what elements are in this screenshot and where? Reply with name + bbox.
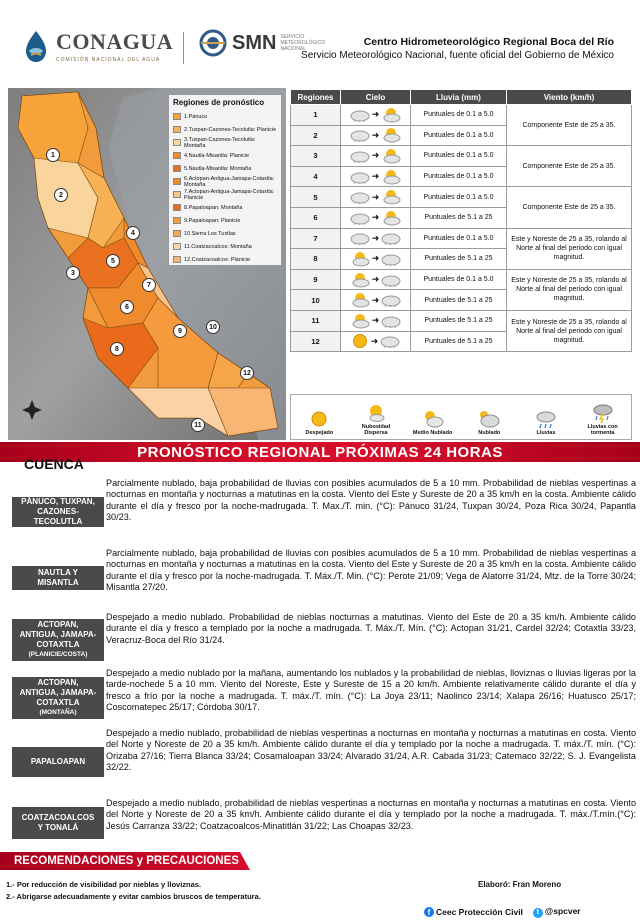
sky-forecast <box>341 125 411 146</box>
sky-forecast <box>341 166 411 187</box>
legend-partly-cloudy: Medio Nublado <box>408 408 458 436</box>
sky-icon-legend <box>290 394 632 440</box>
legend-item <box>173 253 277 266</box>
sky-forecast <box>341 207 411 228</box>
footer-contacts <box>424 906 581 918</box>
legend-item <box>173 227 277 240</box>
map-region-number: 7 <box>142 278 156 292</box>
facebook-contact[interactable]: f Ceec Protección Civil <box>424 907 523 917</box>
map-region-number: 3 <box>66 266 80 280</box>
map-region-number: 4 <box>126 226 140 240</box>
legend-item <box>173 240 277 253</box>
rain-forecast: Puntuales de 5.1 a 25 <box>411 331 507 352</box>
legend-item <box>173 188 277 201</box>
sun-cloud-icon <box>350 313 370 329</box>
table-row <box>291 310 632 331</box>
legend-label: 11.Coatzacoalcos: Montaña <box>184 243 252 250</box>
cuenca-label: NAUTLA Y MISANTLA <box>12 566 104 590</box>
cuenca-forecast-text: Parcialmente nublado, baja probabilidad de lluvias con posibles acumulados de 5 a 10 mm. Probabilidad de nieblas vespertinas a nocturnas en montaña y nocturnas a matutinas en la costa. Viento del Este y Sureste de 20 a 35 km/h en la costa. Ambiente cálido durante el día y fresco por la noche-madrugada. T. Máx./T. Min. (°C): Perote 21/09; Vega de Alatorre 31/24, Mtz. de la Torre 30/24; Misantla 27/20. <box>106 548 636 593</box>
legend-label: 9.Papaloapan: Planicie <box>184 217 241 224</box>
cuenca-heading: CUENCA <box>24 456 84 472</box>
col-header-sky: Cielo <box>341 90 411 105</box>
map-region-number: 1 <box>46 148 60 162</box>
smn-globe-icon <box>198 28 228 58</box>
sky-forecast <box>341 105 411 126</box>
legend-swatch <box>173 126 181 133</box>
rain-forecast: Puntuales de 0.1 a 5.0 <box>411 146 507 167</box>
recommendations-title: RECOMENDACIONES y PRECAUCIONES <box>14 855 239 867</box>
sun-cloud-icon <box>381 148 401 164</box>
cloud-icon <box>350 128 370 142</box>
sun-cloud-icon <box>381 107 401 123</box>
arrow-right-icon: ➜ <box>371 150 380 161</box>
arrow-right-icon: ➜ <box>371 253 380 264</box>
facebook-icon: f <box>424 907 434 917</box>
arrow-right-icon: ➜ <box>371 315 380 326</box>
forecast-table <box>290 89 632 352</box>
arrow-right-icon: ➜ <box>371 109 380 120</box>
legend-swatch <box>173 256 181 263</box>
header <box>0 0 640 86</box>
rain-forecast: Puntuales de 5.1 a 25 <box>411 310 507 331</box>
cuenca-row <box>8 668 634 724</box>
legend-item <box>173 149 277 162</box>
cloud-icon <box>350 211 370 225</box>
forecast-banner <box>0 442 640 462</box>
cloud-icon <box>381 252 401 266</box>
recommendations-list <box>6 879 261 903</box>
author: Elaboró: Fran Moreno <box>478 880 562 889</box>
rain-forecast: Puntuales de 5.1 a 25 <box>411 249 507 270</box>
center-subtitle: Servicio Meteorológico Nacional, fuente oficial del Gobierno de México <box>301 50 614 61</box>
map-region-number: 9 <box>173 324 187 338</box>
center-title: Centro Hidrometeorológico Regional Boca del Río <box>363 36 614 48</box>
legend-label: 12.Coatzacoalcos: Planicie <box>184 256 251 263</box>
wind-forecast: Componente Este de 25 a 35. <box>507 187 632 228</box>
legend-item <box>173 214 277 227</box>
region-number: 3 <box>291 146 341 167</box>
sun-cloud-icon <box>350 251 370 267</box>
legend-swatch <box>173 204 181 211</box>
legend-item <box>173 136 277 149</box>
legend-label: 5.Nautla-Misantla: Montaña <box>184 165 252 172</box>
region-number: 5 <box>291 187 341 208</box>
cloud-icon <box>381 231 401 245</box>
legend-storm: Lluvias con tormenta <box>578 402 628 436</box>
rain-forecast: Puntuales de 5.1 a 25 <box>411 207 507 228</box>
forecast-regions-map <box>8 88 286 440</box>
sky-forecast <box>341 310 411 331</box>
cuenca-forecast-text: Parcialmente nublado, baja probabilidad de lluvias con posibles acumulados de 5 a 10 mm. Probabilidad de nieblas vespertinas a nocturnas en montaña y nocturnas a matutinas en la costa. Viento del Este y Sureste de 20 a 35 km/h en la costa. Ambiente cálido durante el día y fresco por la noche-madrugada. T. Max./T. min. (°C): Pánuco 31/24, Tuxpan 30/24, Poza Rica 30/24, Papantla 30/23. <box>106 478 636 523</box>
arrow-right-icon: ➜ <box>371 212 380 223</box>
map-region-number: 11 <box>191 418 205 432</box>
cuenca-forecast-text: Despejado a medio nublado, probabilidad de nieblas vespertinas a nocturnas en montaña y nocturnas a matutinas en costa. Viento del Norte y Noreste de 20 a 35 km/h. Ambiente cálido durante el día y templado por la noche a madrugada. T. máx./T.mín.(°C): Jesús Carranza 33/22; Coatzacoalcos-Minatitlán 31/22; Las Choapas 32/23. <box>106 798 636 831</box>
legend-label: 3.Tuxpan-Cazones-Tecolutla: Montaña <box>184 136 256 149</box>
twitter-contact[interactable]: t @spcver <box>533 906 581 918</box>
sky-forecast <box>341 290 411 311</box>
rain-cloud-icon <box>535 408 557 430</box>
cuenca-row <box>8 548 634 604</box>
cuenca-label: ACTOPAN, ANTIGUA, JAMAPA- COTAXTLA (PLANICIE/COSTA) <box>12 619 104 661</box>
cuenca-forecast-text: Despejado a medio nublado, probabilidad de nieblas vespertinas a nocturnas en montaña y nocturnas a matutinas en costa. Viento del Norte y Noreste de 20 a 35 km/h. Ambiente cálido durante el día y templado por la noche a madrugada. T. máx./T. mín. (°C): Orizaba 27/16; Tierra Blanca 33/24; Cosamaloapan 33/24; Alvarado 31/24, A.R. Cabada 31/23; Catemaco 32/22; S. J. Evangelista 32/22. <box>106 728 636 773</box>
legend-label: 10.Sierra Los Tuxtlas <box>184 230 236 237</box>
region-number: 2 <box>291 125 341 146</box>
table-row <box>291 146 632 167</box>
cloud-icon <box>350 170 370 184</box>
legend-swatch <box>173 217 181 224</box>
sky-forecast <box>341 146 411 167</box>
rain-forecast: Puntuales de 0.1 a 5.0 <box>411 125 507 146</box>
col-header-regions: Regiones <box>291 90 341 105</box>
legend-label: 1.Pánuco <box>184 113 208 120</box>
map-region-number: 12 <box>240 366 254 380</box>
cloud-icon <box>478 408 500 430</box>
recommendation-item: 1.- Por reducción de visibilidad por nieblas y lloviznas. <box>6 880 202 889</box>
region-number: 12 <box>291 331 341 352</box>
region-number: 9 <box>291 269 341 290</box>
cuenca-row <box>8 478 634 542</box>
sky-forecast <box>341 187 411 208</box>
legend-swatch <box>173 139 181 146</box>
wind-forecast: Este y Noreste de 25 a 35, rolando al Norte al final del periodo con igual magnitud. <box>507 310 632 351</box>
legend-label: 2.Tuxpan-Cazones-Tecolutla: Planicie <box>184 126 277 133</box>
region-number: 11 <box>291 310 341 331</box>
map-region-number: 8 <box>110 342 124 356</box>
sun-small-cloud-icon <box>365 402 387 424</box>
map-region-number: 6 <box>120 300 134 314</box>
cuenca-forecast-text: Despejado a medio nublado por la mañana, aumentando los nublados y la probabilidad de nieblas, lloviznas o lluvias ligeras por la tarde-nochede 5 a 10 mm. Viento del Noreste, Este y Sureste de 15 a 20 km/h. Ambiente relativamente cálido durante el día y fresco a frío por la noche a madrugada. T. máx./T. mín. (°C): La Joya 23/11; Naolinco 23/14; Xalapa 26/16; Huatusco 25/17; Coscomatepec 25/17; Córdoba 30/17. <box>106 668 636 713</box>
table-row <box>291 269 632 290</box>
sun-cloud-icon <box>350 272 370 288</box>
legend-item <box>173 175 277 188</box>
table-row <box>291 187 632 208</box>
smn-subtitle: SERVICIO METEOROLÓGICO NACIONAL <box>280 34 326 52</box>
legend-swatch <box>173 191 181 198</box>
cloud-icon <box>350 231 370 245</box>
legend-scattered: Nubosidad Dispersa <box>351 402 401 436</box>
sun-cloud-icon <box>350 292 370 308</box>
region-number: 10 <box>291 290 341 311</box>
legend-label: 7.Actopan-Antigua-Jamapa-Cotaxtla: Planicie <box>184 188 275 201</box>
arrow-right-icon: ➜ <box>371 171 380 182</box>
cuenca-row <box>8 612 634 664</box>
legend-items <box>173 110 277 266</box>
conagua-name: CONAGUA <box>56 29 174 54</box>
legend-title: Regiones de pronóstico <box>173 98 265 107</box>
region-number: 8 <box>291 249 341 270</box>
legend-rain: Lluvias <box>521 408 571 436</box>
table-row <box>291 105 632 126</box>
rain-forecast: Puntuales de 0.1 a 5.0 <box>411 269 507 290</box>
legend-item <box>173 201 277 214</box>
sun-icon <box>351 332 369 350</box>
rain-forecast: Puntuales de 0.1 a 5.0 <box>411 166 507 187</box>
arrow-right-icon: ➜ <box>370 335 379 346</box>
sun-cloud-icon <box>381 127 401 143</box>
cuenca-label: COATZACOALCOS Y TONALÁ <box>12 807 104 839</box>
sky-forecast <box>341 331 411 352</box>
sun-cloud-icon <box>381 210 401 226</box>
legend-swatch <box>173 243 181 250</box>
rain-forecast: Puntuales de 0.1 a 5.0 <box>411 105 507 126</box>
arrow-right-icon: ➜ <box>371 294 380 305</box>
wind-forecast: Componente Este de 25 a 35. <box>507 146 632 187</box>
arrow-right-icon: ➜ <box>371 274 380 285</box>
map-region-number: 5 <box>106 254 120 268</box>
cuenca-row <box>8 728 634 792</box>
legend-swatch <box>173 230 181 237</box>
cloud-icon <box>380 334 400 348</box>
arrow-right-icon: ➜ <box>371 191 380 202</box>
recommendation-item: 2.- Abrigarse adecuadamente y evitar cambios bruscos de temperatura. <box>6 892 261 901</box>
rain-forecast: Puntuales de 5.1 a 25 <box>411 290 507 311</box>
col-header-rain: Lluvia (mm) <box>411 90 507 105</box>
cloud-icon <box>381 314 401 328</box>
wind-forecast: Componente Este de 25 a 35. <box>507 105 632 146</box>
sky-forecast <box>341 269 411 290</box>
cuenca-label: ACTOPAN, ANTIGUA, JAMAPA- COTAXTLA (MONTAÑA) <box>12 677 104 719</box>
legend-item <box>173 110 277 123</box>
region-number: 6 <box>291 207 341 228</box>
sky-forecast <box>341 228 411 249</box>
storm-cloud-icon <box>592 402 614 424</box>
twitter-icon: t <box>533 908 543 918</box>
cloud-icon <box>381 273 401 287</box>
cloud-icon <box>350 149 370 163</box>
legend-swatch <box>173 113 181 120</box>
logo-separator <box>183 32 184 64</box>
conagua-subtitle: COMISIÓN NACIONAL DEL AGUA <box>56 57 161 63</box>
legend-item <box>173 123 277 136</box>
map-legend <box>168 94 282 266</box>
wind-forecast: Este y Noreste de 25 a 35, rolando al Norte al final del periodo con igual magnitud. <box>507 228 632 269</box>
map-region-number: 10 <box>206 320 220 334</box>
sun-cloud-icon <box>381 169 401 185</box>
legend-label: 6.Actopan-Antigua-Jamapa-Cotaxtla: Montaña <box>184 175 275 188</box>
cuenca-label: PÁNUCO, TUXPAN, CAZONES- TECOLUTLA <box>12 497 104 527</box>
conagua-logo <box>22 26 173 66</box>
cuenca-forecast-text: Despejado a medio nublado. Probabilidad de nieblas nocturnas a matutinas. Viento del Este de 20 a 35 km/h. Ambiente cálido durante el día y fresco a templado por la noche a madrugada. T. Máx./T. Mín. (°C): Actopan 31/21, Cardel 32/24; Cotaxtla 33/23, Veracruz-Boca del Río 31/24. <box>106 612 636 645</box>
legend-cloudy: Nublado <box>464 408 514 436</box>
legend-swatch <box>173 165 181 172</box>
sky-forecast <box>341 249 411 270</box>
conagua-drop-icon <box>22 29 50 63</box>
legend-label: 8.Papaloapan: Montaña <box>184 204 243 211</box>
region-number: 4 <box>291 166 341 187</box>
rain-forecast: Puntuales de 0.1 a 5.0 <box>411 228 507 249</box>
legend-item <box>173 162 277 175</box>
col-header-wind: Viento (km/h) <box>507 90 632 105</box>
cuenca-row <box>8 798 634 844</box>
sun-cloud-icon <box>422 408 444 430</box>
arrow-right-icon: ➜ <box>371 232 380 243</box>
legend-swatch <box>173 178 181 185</box>
rain-forecast: Puntuales de 0.1 a 5.0 <box>411 187 507 208</box>
table-row <box>291 228 632 249</box>
map-region-number: 2 <box>54 188 68 202</box>
legend-clear: Despejado <box>294 408 344 436</box>
cloud-icon <box>381 293 401 307</box>
cuenca-label: PAPALOAPAN <box>12 747 104 777</box>
region-number: 7 <box>291 228 341 249</box>
legend-label: 4.Nautla-Misantla: Planicie <box>184 152 250 159</box>
sun-icon <box>308 408 330 430</box>
cloud-icon <box>350 108 370 122</box>
banner-title: PRONÓSTICO REGIONAL PRÓXIMAS 24 HORAS <box>137 444 503 461</box>
cloud-icon <box>350 190 370 204</box>
region-number: 1 <box>291 105 341 126</box>
wind-forecast: Este y Noreste de 25 a 35, rolando al Norte al final del periodo con igual magnitud. <box>507 269 632 310</box>
arrow-right-icon: ➜ <box>371 129 380 140</box>
sun-cloud-icon <box>381 189 401 205</box>
smn-name: SMN <box>232 31 277 54</box>
legend-swatch <box>173 152 181 159</box>
